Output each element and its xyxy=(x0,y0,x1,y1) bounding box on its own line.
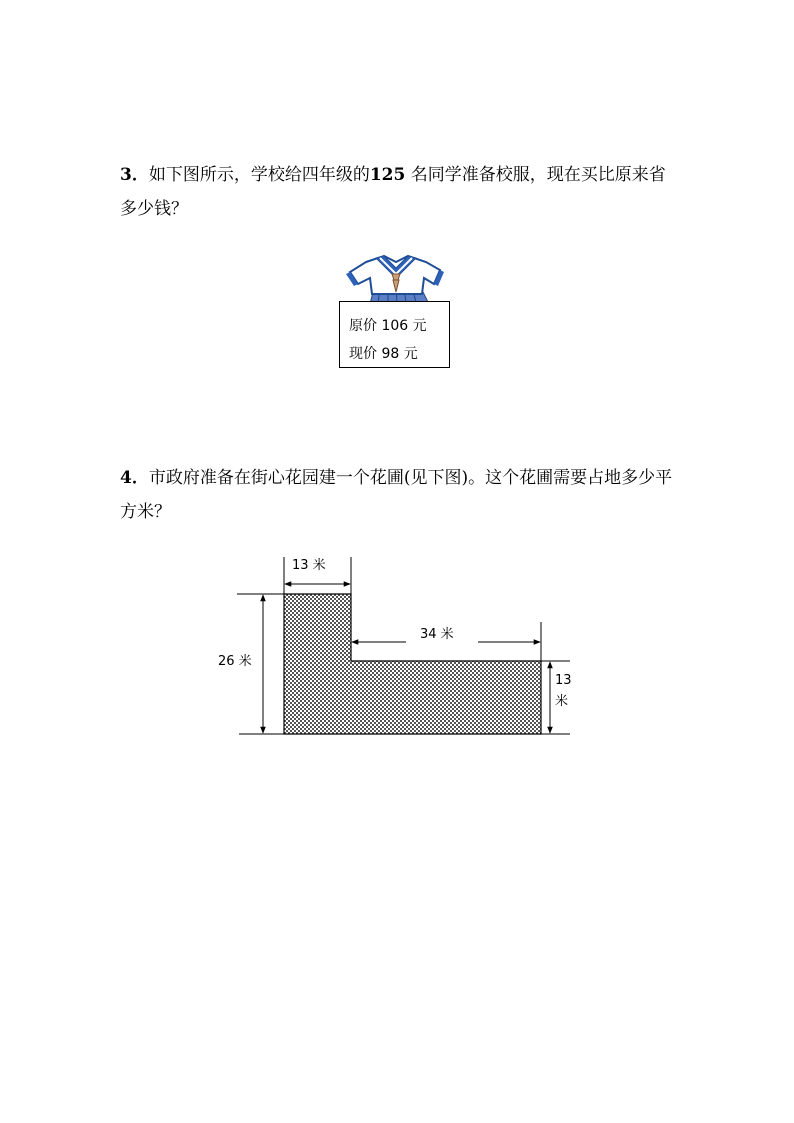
question-4-number: 4． xyxy=(120,468,149,488)
current-price-value: 98 xyxy=(381,346,400,362)
dim-right-height-unit: 米 xyxy=(555,694,569,709)
question-3-text-after: 名同学准备校服，现在买比原来省多少钱？ xyxy=(120,165,666,219)
garden-l-shape xyxy=(284,594,541,734)
original-price-unit: 元 xyxy=(412,318,427,334)
dim-top-width-label: 13 米 xyxy=(292,558,326,573)
dim-right-height-number: 13 xyxy=(555,673,572,688)
question-3-text-before: 如下图所示，学校给四年级的 xyxy=(148,165,370,185)
question-3-count: 125 xyxy=(369,165,406,185)
question-4-text: 市政府准备在街心花园建一个花圃(见下图)。这个花圃需要占地多少平方米？ xyxy=(120,468,673,522)
dim-right-length-label: 34 米 xyxy=(420,627,454,642)
dim-left-height-label: 26 米 xyxy=(218,654,252,669)
original-price-value: 106 xyxy=(381,318,409,334)
question-3-number: 3． xyxy=(120,165,149,185)
current-price-label: 现价 xyxy=(349,346,377,362)
original-price-label: 原价 xyxy=(349,318,377,334)
current-price-unit: 元 xyxy=(403,346,418,362)
